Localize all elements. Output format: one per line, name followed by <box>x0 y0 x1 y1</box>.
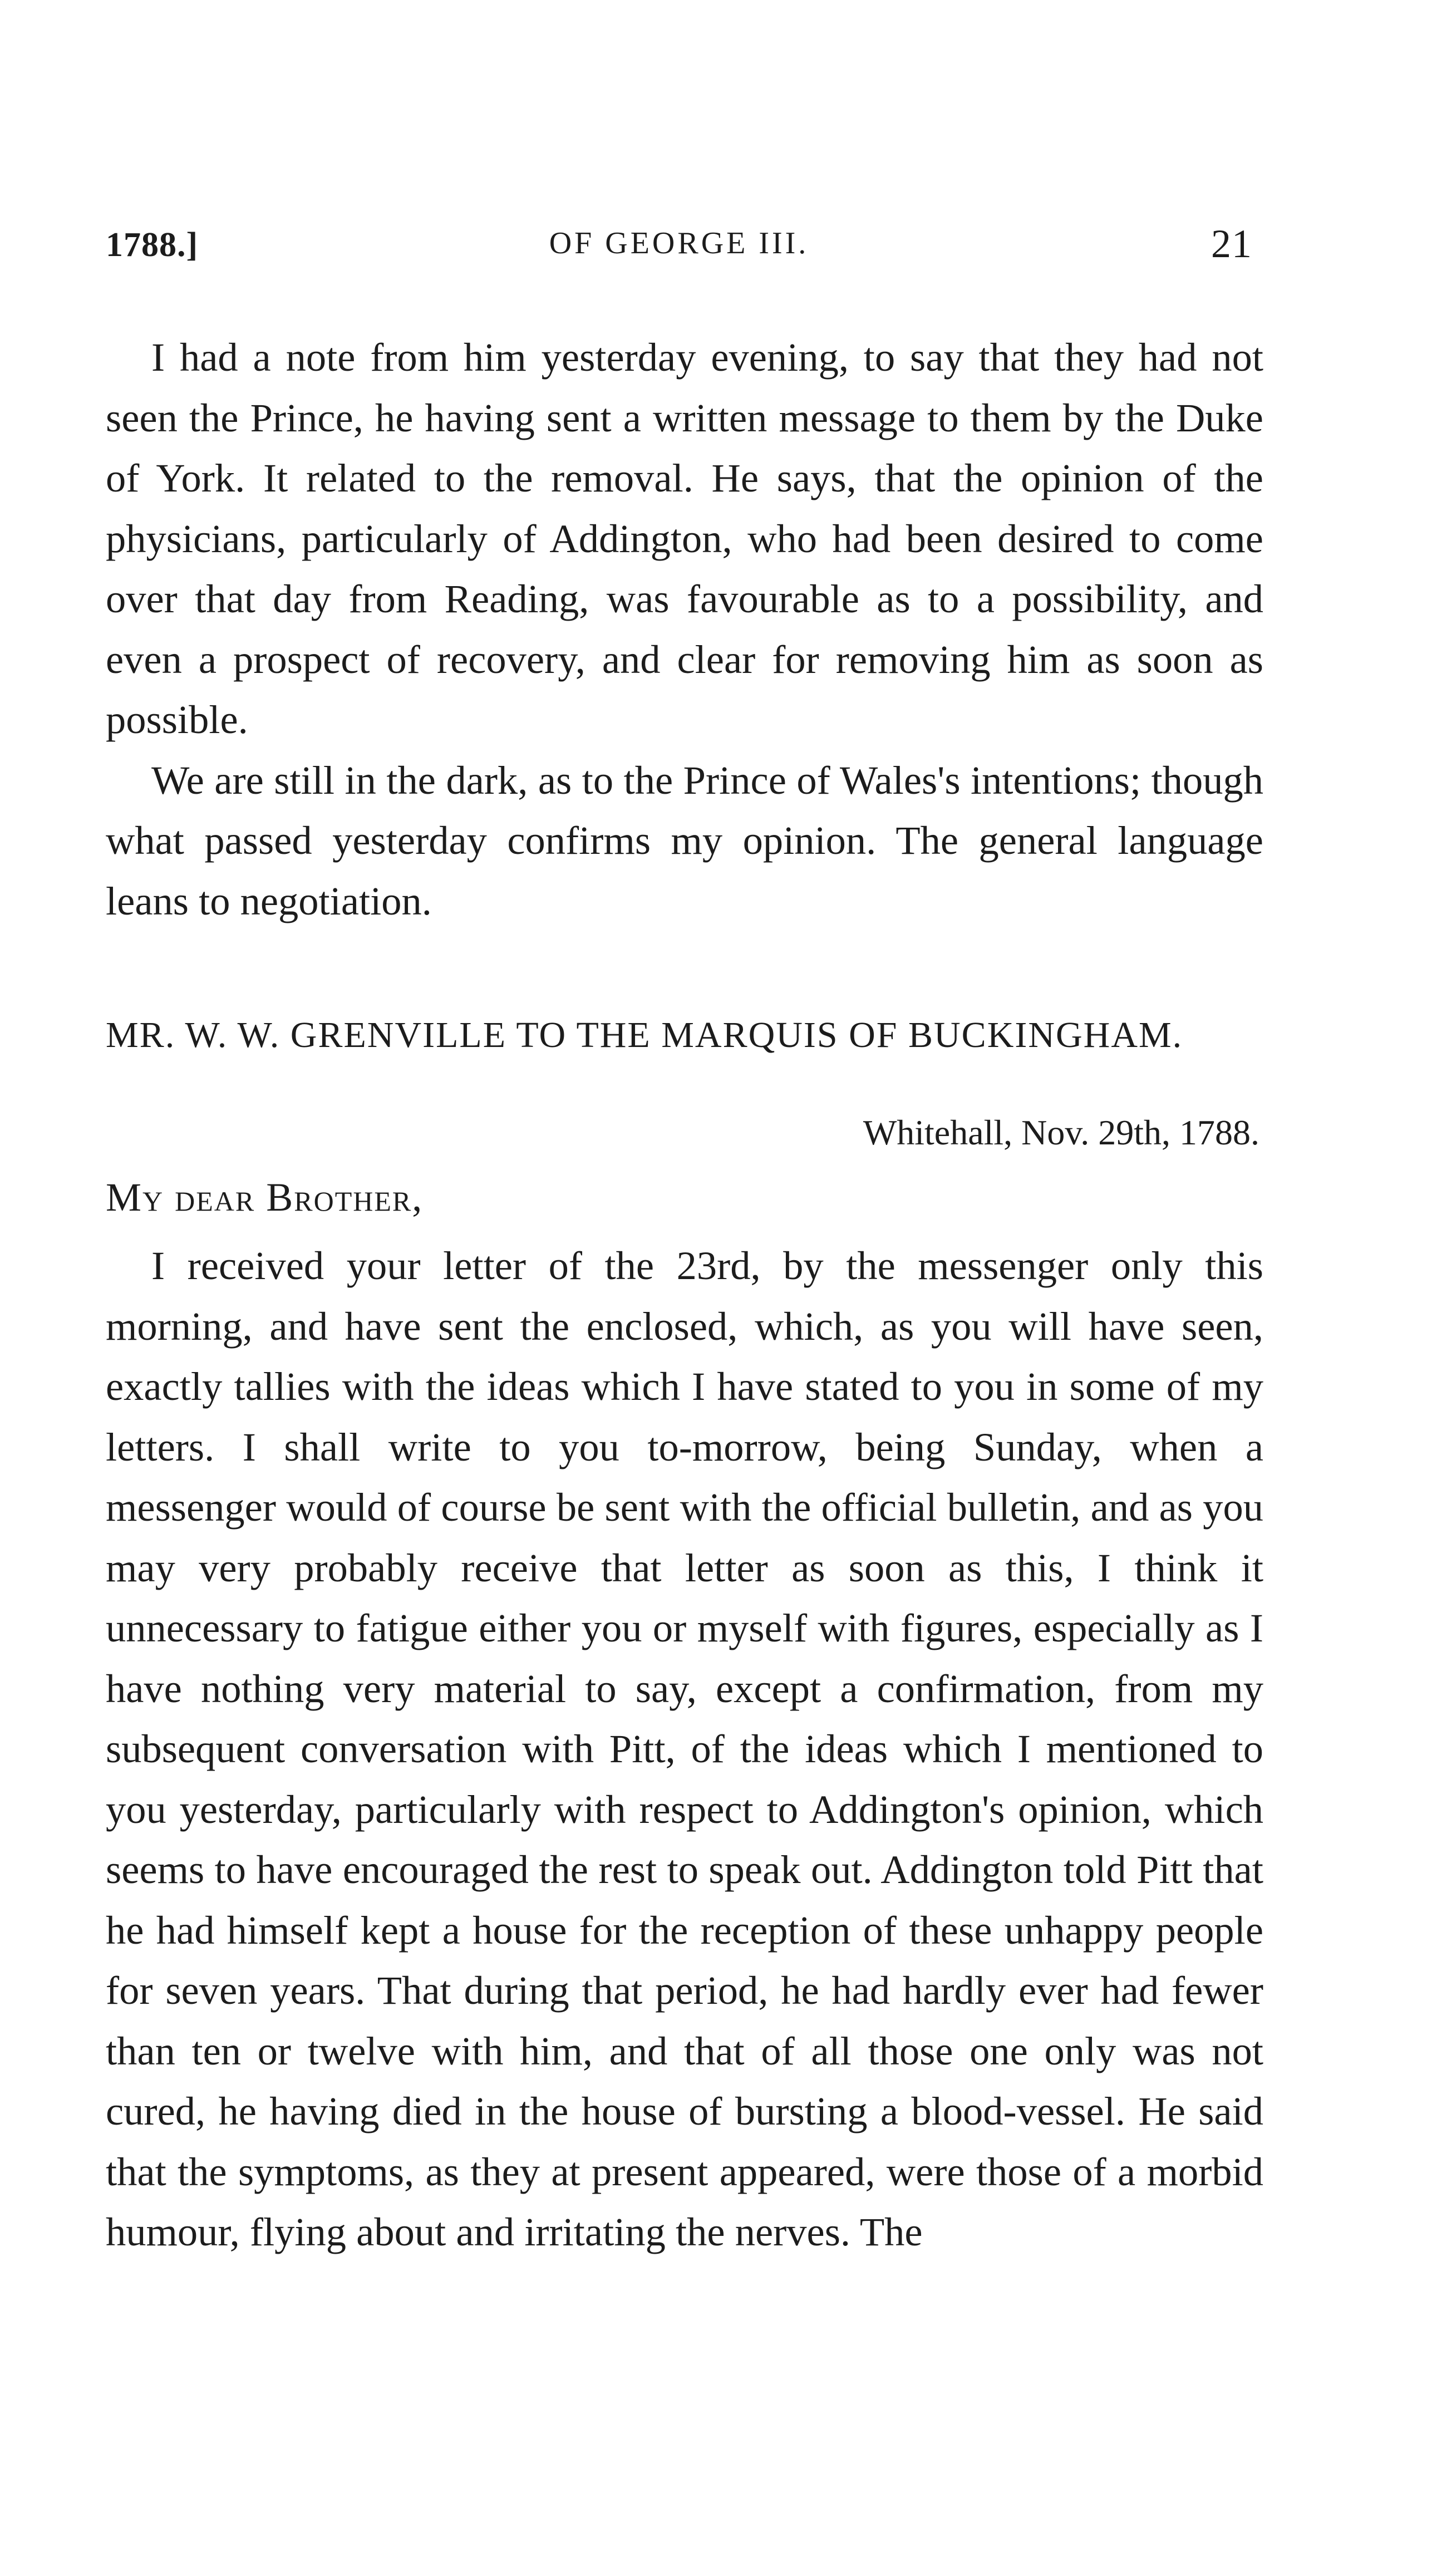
letter-body <box>106 1236 1263 2263</box>
running-head-year: 1788.] <box>106 226 199 264</box>
letter-salutation: My dear Brother, <box>106 1175 424 1220</box>
letter-body-paragraph: I received your letter of the 23rd, by the messenger only this morning, and have sent the enclosed, which, as you will have seen, exactly tallies with the ideas which I have stated to you in some of my letters. I shall write to you to-morrow, being Sunday, when a messenger would of course be sent with the official bulletin, and as you may very probably receive that letter as soon as this, I think it unnecessary to fatigue either you or myself with figures, especially as I have nothing very material to say, except a confirmation, from my subsequent conversation with Pitt, of the ideas which I mentioned to you yesterday, particularly with respect to Addington's opinion, which seems to have encouraged the rest to speak out. Addington told Pitt that he had himself kept a house for the reception of these unhappy people for seven years. That during that period, he had hardly ever had fewer than ten or twelve with him, and that of all those one only was not cured, he having died in the house of bursting a blood-vessel. He said that the symptoms, as they at present appeared, were those of a morbid humour, flying about and irritating the nerves. The <box>106 1243 1263 2254</box>
letter-heading: MR. W. W. GRENVILLE TO THE MARQUIS OF BUCKINGHAM. <box>106 1015 1183 1055</box>
page-number: 21 <box>1211 222 1252 266</box>
running-head <box>106 222 1252 287</box>
opening-text <box>106 327 1263 931</box>
running-head-title: OF GEORGE III. <box>549 226 809 260</box>
opening-paragraph-1: I had a note from him yesterday evening, to say that they had not seen the Prince, he having sent a written message to them by the Duke of York. It related to the removal. He says, that the opinion of the physicians, particularly of Addington, who had been desired to come over that day from Reading, was favourable as to a possibility, and even a prospect of recovery, and clear for removing him as soon as possible. <box>106 335 1263 742</box>
letter-dateline: Whitehall, Nov. 29th, 1788. <box>863 1113 1259 1152</box>
opening-paragraph-2: We are still in the dark, as to the Prince of Wales's intentions; though what passed yesterday confirms my opinion. The general language leans to negotiation. <box>106 757 1263 923</box>
